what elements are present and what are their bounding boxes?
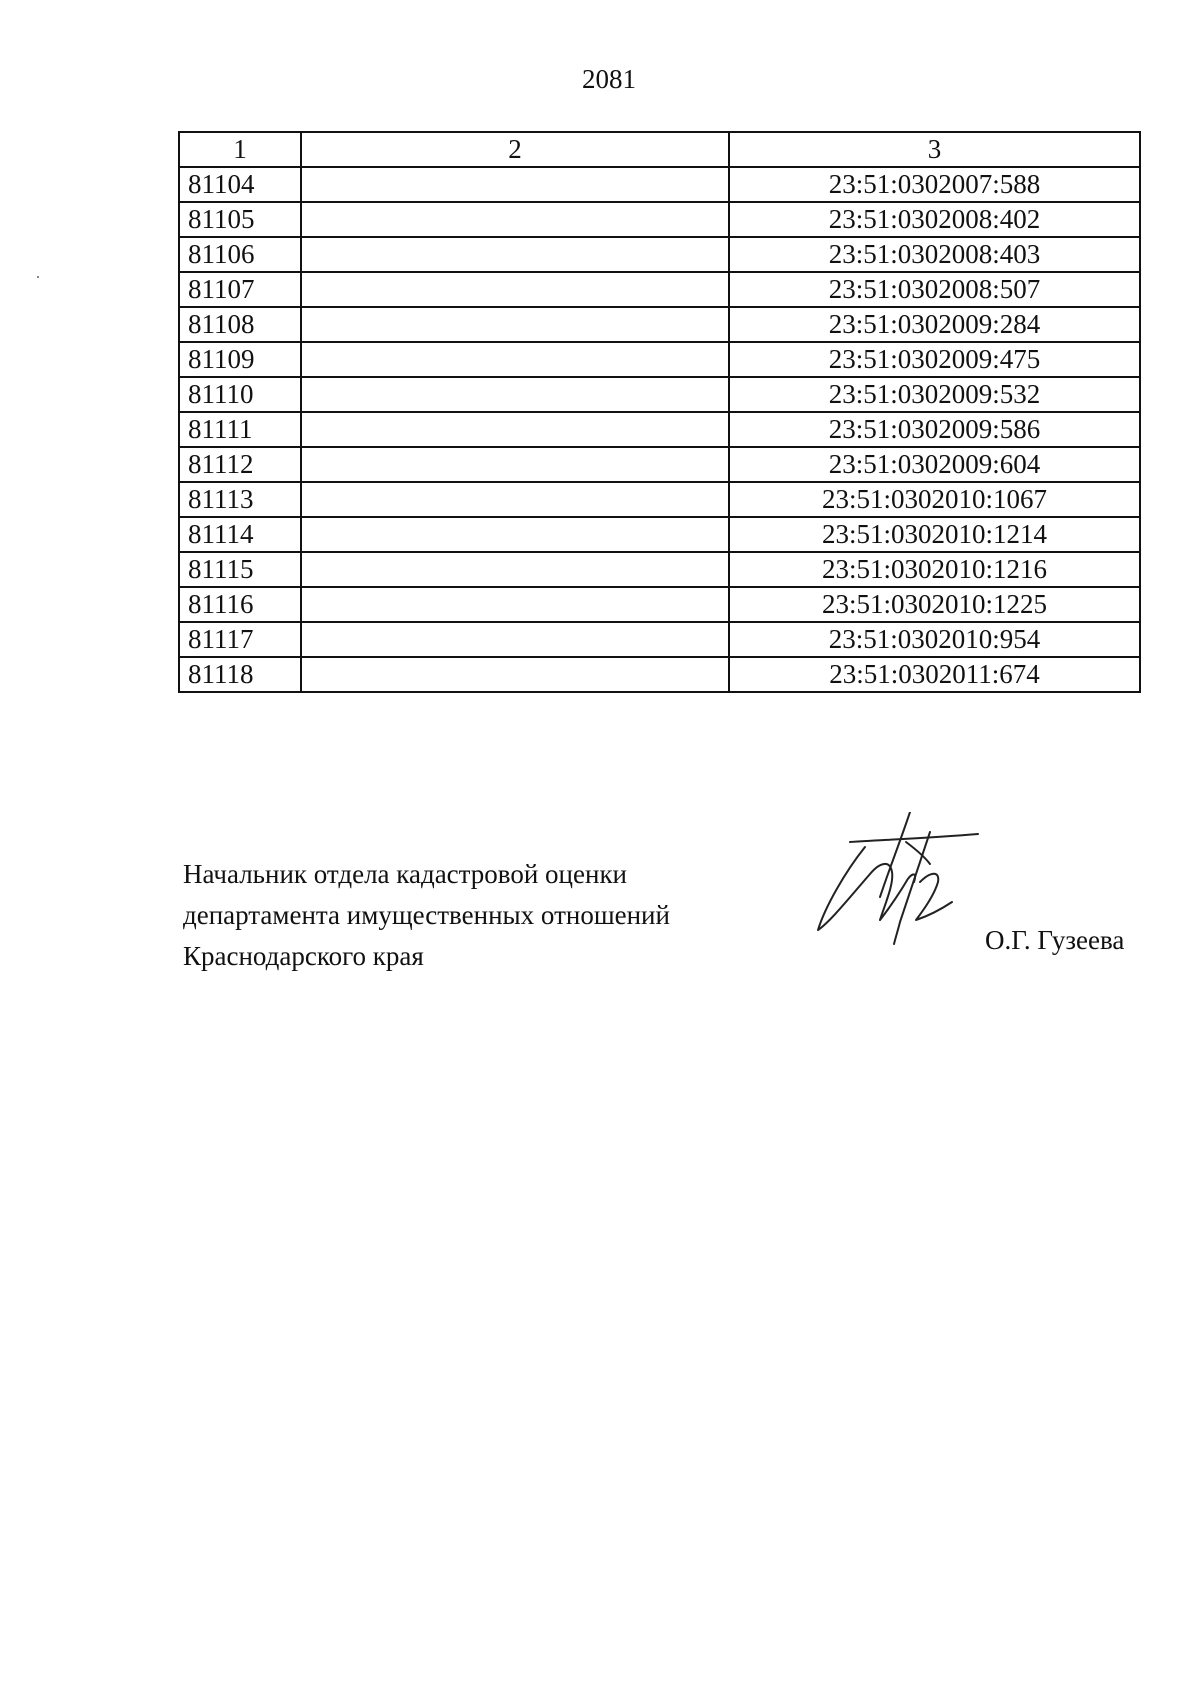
- description-cell: [301, 237, 729, 272]
- description-cell: [301, 167, 729, 202]
- description-cell: [301, 272, 729, 307]
- table-header-row: [179, 132, 1140, 167]
- table-row: [179, 377, 1140, 412]
- table-row: [179, 657, 1140, 692]
- header-col-1: 1: [179, 132, 301, 167]
- cadastral-number-cell: 23:51:0302009:586: [729, 412, 1140, 447]
- row-number-cell: 81108: [179, 307, 301, 342]
- row-number-cell: 81104: [179, 167, 301, 202]
- description-cell: [301, 412, 729, 447]
- signatory-title: [183, 854, 670, 977]
- signatory-name: О.Г. Гузеева: [985, 925, 1125, 955]
- description-cell: [301, 517, 729, 552]
- cadastral-number-cell: 23:51:0302009:284: [729, 307, 1140, 342]
- row-number-cell: 81106: [179, 237, 301, 272]
- row-number-cell: 81110: [179, 377, 301, 412]
- cadastral-number-cell: 23:51:0302007:588: [729, 167, 1140, 202]
- description-cell: [301, 342, 729, 377]
- table-row: [179, 482, 1140, 517]
- table-body: [179, 167, 1140, 692]
- cadastral-number-cell: 23:51:0302010:1225: [729, 587, 1140, 622]
- page-number: 2081: [582, 64, 636, 94]
- description-cell: [301, 657, 729, 692]
- row-number-cell: 81111: [179, 412, 301, 447]
- description-cell: [301, 377, 729, 412]
- cadastral-number-cell: 23:51:0302011:674: [729, 657, 1140, 692]
- table-row: [179, 167, 1140, 202]
- table-header: [179, 132, 1140, 167]
- header-col-2: 2: [301, 132, 729, 167]
- row-number-cell: 81115: [179, 552, 301, 587]
- table-row: [179, 412, 1140, 447]
- table-row: [179, 517, 1140, 552]
- scan-speck: [37, 276, 39, 278]
- table-row: [179, 342, 1140, 377]
- row-number-cell: 81109: [179, 342, 301, 377]
- cadastral-number-cell: 23:51:0302010:1216: [729, 552, 1140, 587]
- description-cell: [301, 587, 729, 622]
- description-cell: [301, 552, 729, 587]
- row-number-cell: 81112: [179, 447, 301, 482]
- cadastral-number-cell: 23:51:0302009:604: [729, 447, 1140, 482]
- table-row: [179, 447, 1140, 482]
- row-number-cell: 81105: [179, 202, 301, 237]
- cadastral-number-cell: 23:51:0302008:403: [729, 237, 1140, 272]
- description-cell: [301, 202, 729, 237]
- table-row: [179, 622, 1140, 657]
- description-cell: [301, 622, 729, 657]
- row-number-cell: 81116: [179, 587, 301, 622]
- cadastral-number-cell: 23:51:0302010:954: [729, 622, 1140, 657]
- handwritten-signature: [810, 812, 990, 952]
- cadastral-number-cell: 23:51:0302010:1067: [729, 482, 1140, 517]
- cadastral-number-cell: 23:51:0302010:1214: [729, 517, 1140, 552]
- row-number-cell: 81114: [179, 517, 301, 552]
- row-number-cell: 81118: [179, 657, 301, 692]
- signatory-title-line: Начальник отдела кадастровой оценки: [183, 859, 628, 889]
- table-row: [179, 202, 1140, 237]
- signatory-title-line: департамента имущественных отношений: [183, 900, 670, 930]
- table-row: [179, 272, 1140, 307]
- cadastral-number-cell: 23:51:0302009:475: [729, 342, 1140, 377]
- description-cell: [301, 307, 729, 342]
- table-row: [179, 552, 1140, 587]
- row-number-cell: 81107: [179, 272, 301, 307]
- table-row: [179, 307, 1140, 342]
- signatory-title-line: Краснодарского края: [183, 941, 424, 971]
- description-cell: [301, 482, 729, 517]
- header-col-3: 3: [729, 132, 1140, 167]
- table-row: [179, 237, 1140, 272]
- cadastral-number-cell: 23:51:0302008:507: [729, 272, 1140, 307]
- row-number-cell: 81113: [179, 482, 301, 517]
- cadastral-table: [178, 131, 1141, 693]
- table-row: [179, 587, 1140, 622]
- cadastral-number-cell: 23:51:0302009:532: [729, 377, 1140, 412]
- row-number-cell: 81117: [179, 622, 301, 657]
- cadastral-number-cell: 23:51:0302008:402: [729, 202, 1140, 237]
- description-cell: [301, 447, 729, 482]
